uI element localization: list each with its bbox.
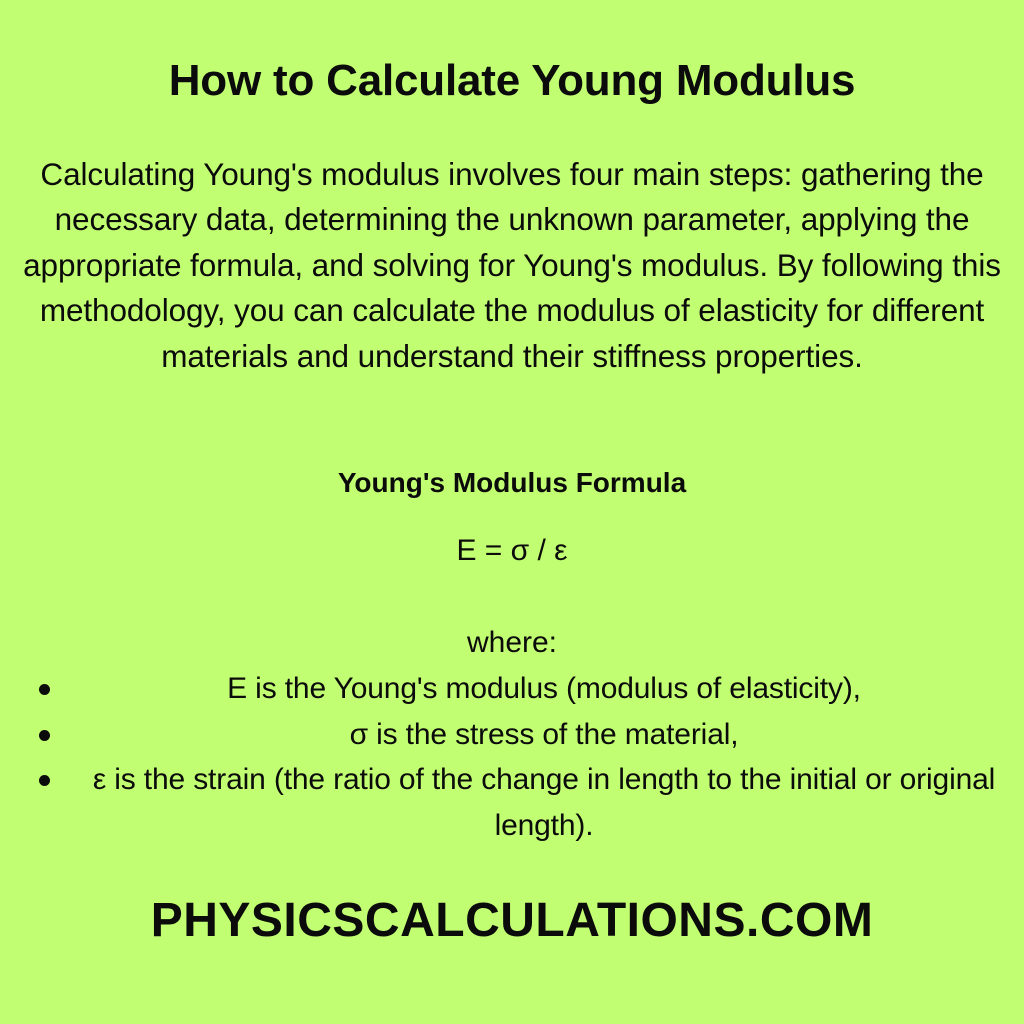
list-item <box>0 666 1024 712</box>
bullet-point-icon <box>39 730 50 741</box>
list-item <box>0 712 1024 758</box>
intro-paragraph: Calculating Young's modulus involves four main steps: gathering the necessary data, determining the unknown parameter, applying the appropriate formula, and solving for Young's modulus. By following this methodology, you can calculate the modulus of elasticity for different materials and understand their stiffness properties. <box>23 155 1001 374</box>
definition-text: E is the Young's modulus (modulus of elasticity), <box>227 672 861 705</box>
list-item <box>0 757 1024 848</box>
formula-section-heading: Young's Modulus Formula <box>337 467 687 499</box>
site-footer-watermark: PHYSICSCALCULATIONS.COM <box>150 894 874 947</box>
bullet-point-icon <box>39 775 50 786</box>
formula-expression: E = σ / ε <box>456 534 568 567</box>
definition-text: σ is the stress of the material, <box>349 717 739 751</box>
bullet-point-icon <box>39 684 50 695</box>
where-label: where: <box>466 626 558 659</box>
page-title: How to Calculate Young Modulus <box>168 56 856 106</box>
definition-text: ε is the strain (the ratio of the change in length to the initial or original length). <box>92 763 996 842</box>
definition-list <box>0 666 1024 848</box>
